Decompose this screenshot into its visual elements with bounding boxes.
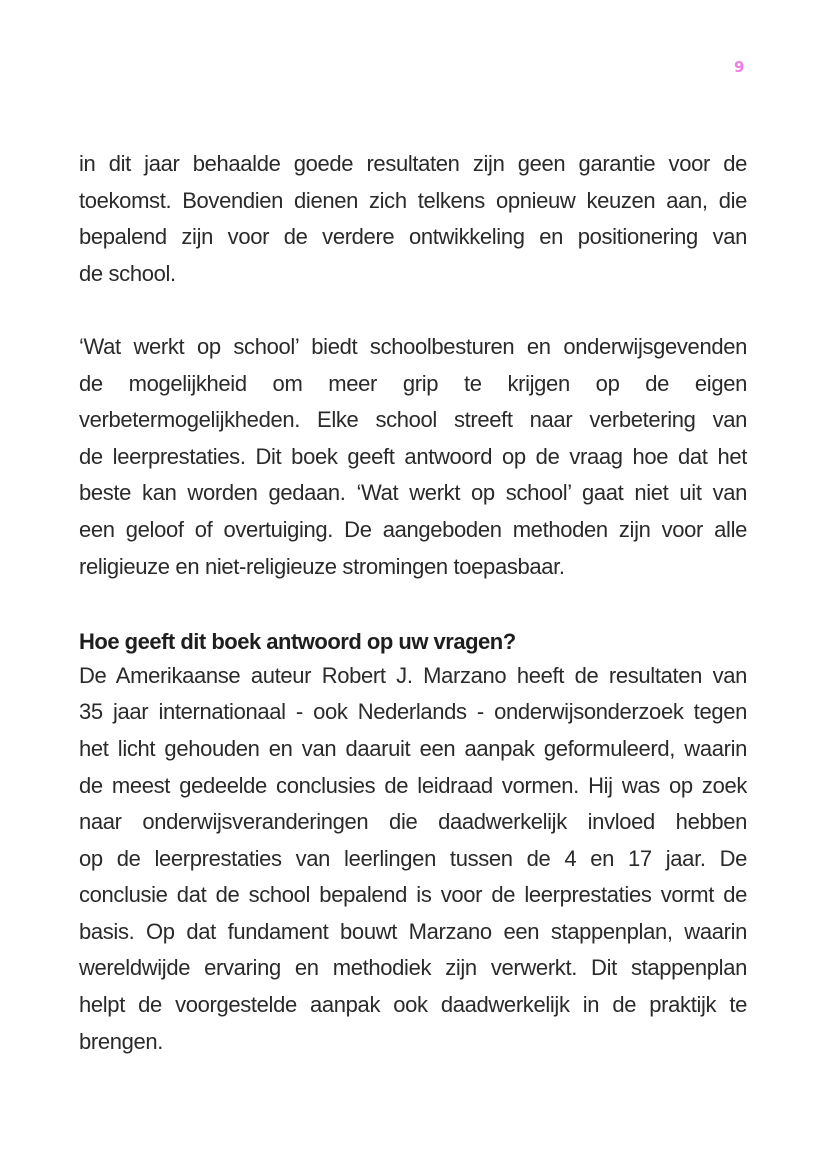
- text-line: toekomst. Bovendien dienen zich telkens opnieuw keuzen aan, die: [79, 187, 747, 213]
- paragraph-2: [79, 329, 747, 585]
- paragraph-1: [79, 146, 747, 292]
- text-line: basis. Op dat fundament bouwt Marzano een stappenplan, waarin: [79, 918, 747, 944]
- page-body: [79, 146, 747, 1060]
- text-line: ‘Wat werkt op school’ biedt schoolbesturen en onderwijsgevenden: [79, 333, 747, 359]
- text-line: de meest gedeelde conclusies de leidraad vormen. Hij was op zoek: [79, 772, 747, 798]
- text-line: de mogelijkheid om meer grip te krijgen op de eigen: [79, 370, 747, 396]
- section: [79, 626, 747, 1061]
- text-line: wereldwijde ervaring en methodiek zijn verwerkt. Dit stappenplan: [79, 955, 747, 981]
- text-line: bepalend zijn voor de verdere ontwikkeling en positionering van: [79, 224, 747, 250]
- text-line: de leerprestaties. Dit boek geeft antwoord op de vraag hoe dat het: [79, 443, 747, 469]
- text-line: naar onderwijsveranderingen die daadwerkelijk invloed hebben: [79, 809, 747, 835]
- page-number: 9: [734, 58, 745, 76]
- text-line: beste kan worden gedaan. ‘Wat werkt op school’ gaat niet uit van: [79, 480, 747, 506]
- text-line: op de leerprestaties van leerlingen tussen de 4 en 17 jaar. De: [79, 845, 747, 871]
- text-line: religieuze en niet-religieuze stromingen toepasbaar.: [79, 553, 565, 579]
- text-line: verbetermogelijkheden. Elke school streeft naar verbetering van: [79, 407, 747, 433]
- text-line: conclusie dat de school bepalend is voor de leerprestaties vormt de: [79, 882, 747, 908]
- text-line: de school.: [79, 260, 176, 286]
- text-line: helpt de voorgestelde aanpak ook daadwerkelijk in de praktijk te: [79, 992, 747, 1018]
- text-line: De Amerikaanse auteur Robert J. Marzano heeft de resultaten van: [79, 662, 747, 688]
- paragraph-spacer: [79, 292, 747, 329]
- section-heading: Hoe geeft dit boek antwoord op uw vragen?: [79, 628, 516, 654]
- text-line: in dit jaar behaalde goede resultaten zijn geen garantie voor de: [79, 151, 747, 176]
- text-line: 35 jaar internationaal - ook Nederlands - onderwijsonderzoek tegen: [79, 699, 747, 725]
- text-line: brengen.: [79, 1028, 164, 1054]
- text-line: het licht gehouden en van daaruit een aanpak geformuleerd, waarin: [79, 735, 747, 761]
- text-line: een geloof of overtuiging. De aangeboden methoden zijn voor alle: [79, 516, 747, 542]
- paragraph-spacer: [79, 585, 747, 622]
